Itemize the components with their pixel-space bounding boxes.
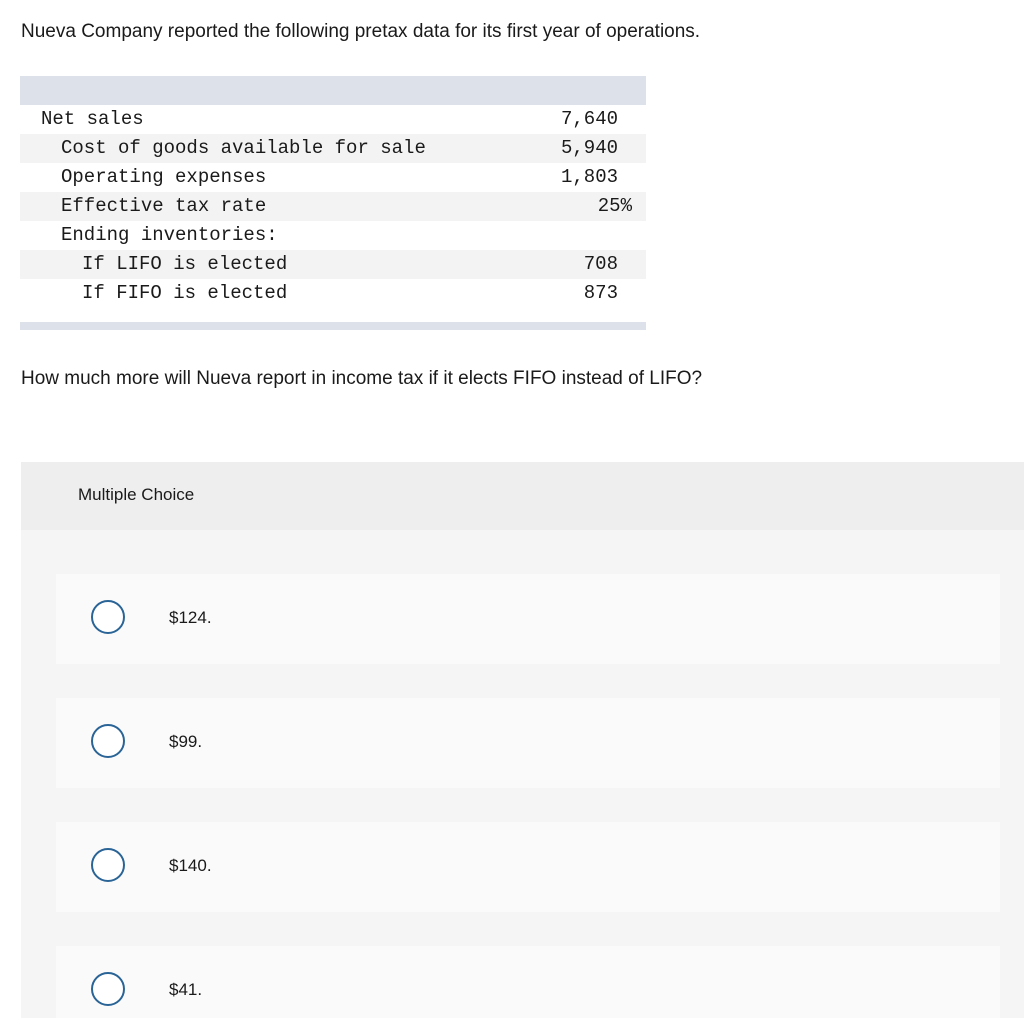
choice-option[interactable] — [56, 822, 1000, 912]
row-label: Ending inventories: — [61, 224, 278, 246]
row-value: 708 — [583, 253, 618, 275]
choice-label: $41. — [169, 980, 203, 999]
row-label: If LIFO is elected — [82, 253, 288, 275]
choice-label: $99. — [169, 732, 203, 751]
radio-button[interactable] — [91, 972, 125, 1006]
choice-label: $140. — [169, 856, 212, 875]
row-label: If FIFO is elected — [82, 282, 288, 304]
table-row-ending-inventories — [20, 221, 646, 250]
row-label: Cost of goods available for sale — [61, 137, 426, 159]
multiple-choice-title: Multiple Choice — [78, 485, 195, 504]
radio-button[interactable] — [91, 724, 125, 758]
table-row-operating-expenses — [20, 163, 646, 192]
multiple-choice-panel — [21, 462, 1024, 1018]
table-row-tax-rate — [20, 192, 646, 221]
row-label: Effective tax rate — [61, 195, 267, 217]
row-value: 5,940 — [560, 137, 618, 159]
table-row-cogs-available — [20, 134, 646, 163]
row-label: Net sales — [41, 108, 144, 130]
row-value: 7,640 — [560, 108, 618, 130]
row-value: 873 — [583, 282, 618, 304]
table-header-band — [20, 76, 646, 105]
pretax-data-table — [20, 76, 646, 330]
row-label: Operating expenses — [61, 166, 267, 188]
table-row-lifo — [20, 250, 646, 279]
question-intro: Nueva Company reported the following pretax data for its first year of operations. — [21, 21, 701, 42]
choice-option[interactable] — [56, 946, 1000, 1018]
row-value: 25% — [597, 195, 632, 217]
question-text: How much more will Nueva report in income tax if it elects FIFO instead of LIFO? — [21, 368, 703, 389]
choice-option[interactable] — [56, 698, 1000, 788]
multiple-choice-header — [21, 462, 1024, 530]
table-row-net-sales — [20, 105, 646, 134]
choice-option[interactable] — [56, 574, 1000, 664]
row-value: 1,803 — [560, 166, 618, 188]
choice-label: $124. — [169, 608, 212, 627]
radio-button[interactable] — [91, 848, 125, 882]
radio-button[interactable] — [91, 600, 125, 634]
table-row-fifo — [20, 279, 646, 308]
table-footer-band — [20, 322, 646, 330]
